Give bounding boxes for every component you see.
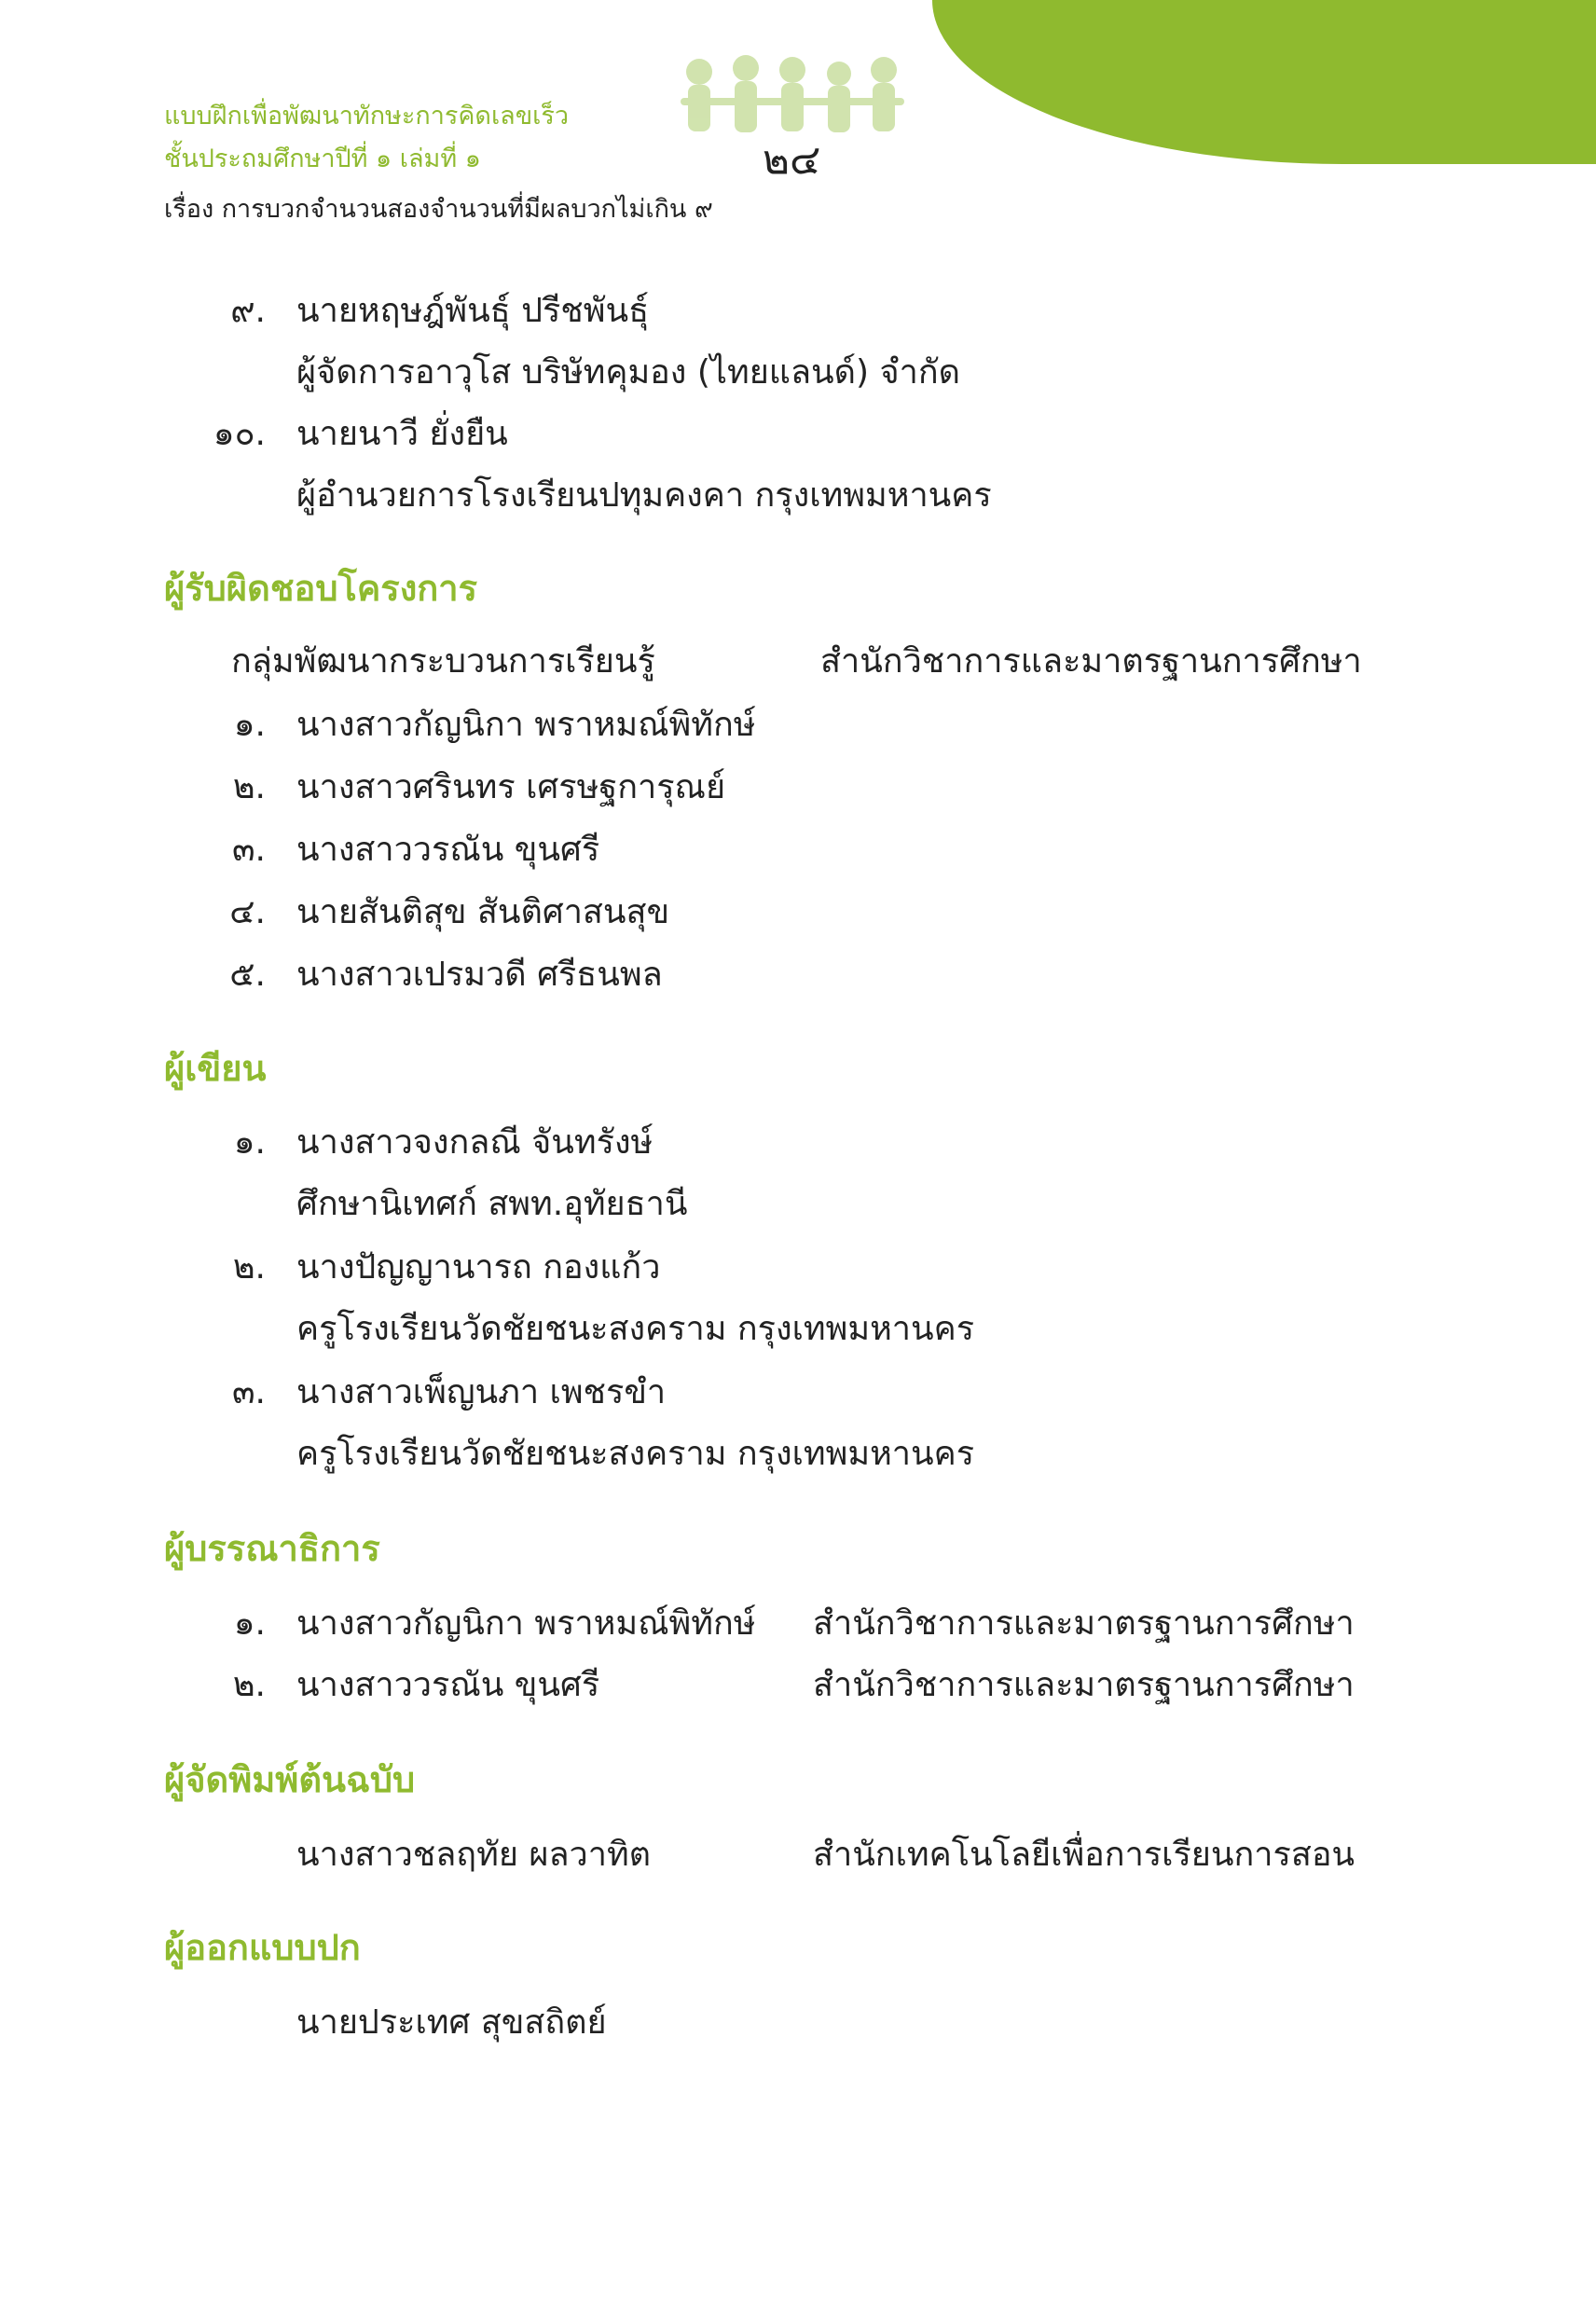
writer-name: นางสาวจงกลณี จันทรังษ์ xyxy=(296,1123,654,1162)
member-name: นายสันติสุข สันติศาสนสุข xyxy=(296,893,670,931)
office-name: สำนักวิชาการและมาตรฐานการศึกษา xyxy=(820,642,1362,681)
list-number: ๒. xyxy=(232,1248,266,1287)
header-series-title: แบบฝึกเพื่อพัฒนาทักษะการคิดเลขเร็ว xyxy=(164,102,570,131)
writer-position: ครูโรงเรียนวัดชัยชนะสงคราม กรุงเทพมหานคร xyxy=(296,1435,975,1473)
header-topic: เรื่อง การบวกจำนวนสองจำนวนที่มีผลบวกไม่เกิน ๙ xyxy=(164,195,713,224)
member-name: นางสาวเปรมวดี ศรีธนพล xyxy=(296,956,663,994)
list-number: ๕. xyxy=(229,956,266,994)
page-number: ๒๔ xyxy=(763,136,821,184)
office-name: สำนักวิชาการและมาตรฐานการศึกษา xyxy=(813,1604,1355,1643)
list-number: ๑๐. xyxy=(213,415,266,453)
list-number: ๑. xyxy=(233,1604,266,1643)
list-number: ๒. xyxy=(232,1666,266,1704)
group-name: กลุ่มพัฒนากระบวนการเรียนรู้ xyxy=(231,642,655,681)
printer-name: นางสาวชลฤทัย ผลวาทิต xyxy=(296,1836,652,1874)
writer-position: ครูโรงเรียนวัดชัยชนะสงคราม กรุงเทพมหานคร xyxy=(296,1310,975,1348)
writer-name: นางปัญญานารถ กองแก้ว xyxy=(296,1248,661,1287)
section-heading-editors: ผู้บรรณาธิการ xyxy=(164,1528,380,1569)
list-number: ๑. xyxy=(233,1123,266,1162)
list-number: ๙. xyxy=(230,292,266,330)
list-number: ๓. xyxy=(231,831,266,869)
advisor-position: ผู้อำนวยการโรงเรียนปทุมคงคา กรุงเทพมหานคร xyxy=(296,476,992,515)
office-name: สำนักเทคโนโลยีเพื่อการเรียนการสอน xyxy=(813,1836,1355,1874)
section-heading-project-leads: ผู้รับผิดชอบโครงการ xyxy=(164,568,478,609)
editor-name: นางสาวกัญนิกา พราหมณ์พิทักษ์ xyxy=(296,1604,756,1643)
list-number: ๓. xyxy=(231,1373,266,1411)
writer-name: นางสาวเพ็ญนภา เพชรขำ xyxy=(296,1373,667,1411)
office-name: สำนักวิชาการและมาตรฐานการศึกษา xyxy=(813,1666,1355,1704)
member-name: นางสาวศรินทร เศรษฐการุณย์ xyxy=(296,768,726,806)
section-heading-cover-design: ผู้ออกแบบปก xyxy=(164,1927,361,1968)
header-green-band xyxy=(932,0,1596,164)
header-grade: ชั้นประถมศึกษาปีที่ ๑ เล่มที่ ๑ xyxy=(164,144,481,173)
section-heading-original-print: ผู้จัดพิมพ์ต้นฉบับ xyxy=(164,1759,416,1800)
member-name: นางสาววรณัน ขุนศรี xyxy=(296,831,600,869)
section-heading-writers: ผู้เขียน xyxy=(164,1048,267,1089)
list-number: ๒. xyxy=(232,768,266,806)
advisor-name: นายนาวี ยั่งยืน xyxy=(296,415,508,453)
designer-name: นายประเทศ สุขสถิตย์ xyxy=(296,2003,607,2042)
editor-name: นางสาววรณัน ขุนศรี xyxy=(296,1666,600,1704)
writer-position: ศึกษานิเทศก์ สพท.อุทัยธานี xyxy=(296,1185,688,1223)
list-number: ๔. xyxy=(229,893,266,931)
list-number: ๑. xyxy=(233,706,266,744)
advisor-position: ผู้จัดการอาวุโส บริษัทคุมอง (ไทยแลนด์) จำกัด xyxy=(296,353,961,392)
advisor-name: นายหฤษฎ์พันธุ์ ปรีชพันธุ์ xyxy=(296,292,650,330)
member-name: นางสาวกัญนิกา พราหมณ์พิทักษ์ xyxy=(296,706,756,744)
